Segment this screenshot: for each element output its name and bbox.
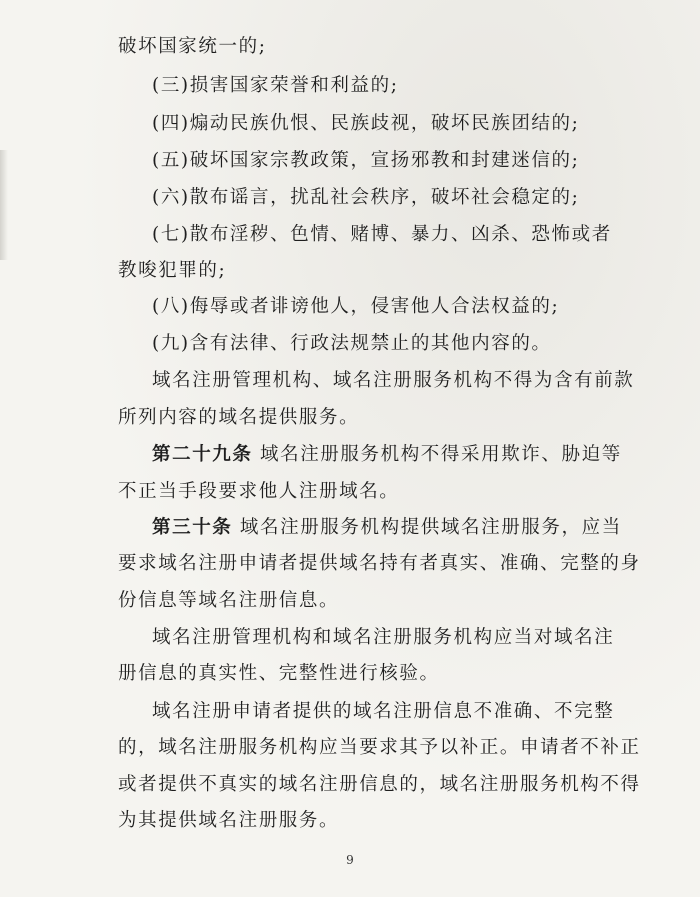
text-line-18 — [118, 665, 440, 684]
line-text: 教唆犯罪的; — [118, 260, 227, 281]
text-line-4 — [152, 152, 579, 171]
text-line-12 — [152, 446, 622, 465]
line-text: (五)破坏国家宗教政策，宣扬邪教和封建迷信的; — [152, 150, 580, 171]
text-line-3 — [152, 115, 579, 134]
text-line-17 — [152, 629, 614, 648]
article-heading: 第二十九条 — [152, 444, 253, 465]
text-line-2 — [152, 77, 399, 96]
text-line-14 — [152, 519, 622, 538]
line-text: 域名注册服务机构提供域名注册服务，应当 — [239, 517, 622, 538]
line-text: (九)含有法律、行政法规禁止的其他内容的。 — [152, 333, 552, 354]
text-line-6 — [152, 226, 612, 245]
page-number: 9 — [346, 853, 354, 867]
text-line-8 — [152, 298, 559, 317]
line-text: (八)侮辱或者诽谤他人，侵害他人合法权益的; — [152, 296, 560, 317]
text-line-9 — [152, 335, 552, 354]
text-line-7 — [118, 262, 226, 281]
line-text: 不正当手段要求他人注册域名。 — [118, 481, 400, 502]
line-text: (七)散布淫秽、色情、赌博、暴力、凶杀、恐怖或者 — [152, 224, 612, 245]
text-line-20 — [118, 739, 641, 758]
line-text: (三)损害国家荣誉和利益的; — [152, 75, 399, 96]
page-edge-shadow — [0, 150, 8, 260]
line-text: 或者提供不真实的域名注册信息的，域名注册服务机构不得 — [118, 774, 641, 795]
text-line-10 — [152, 372, 634, 391]
line-text: (六)散布谣言，扰乱社会秩序，破坏社会稳定的; — [152, 187, 580, 208]
text-line-16 — [118, 592, 339, 611]
text-line-13 — [118, 483, 399, 502]
line-text: 要求域名注册申请者提供域名持有者真实、准确、完整的身 — [118, 553, 641, 574]
line-text: 域名注册管理机构、域名注册服务机构不得为含有前款 — [152, 370, 635, 391]
text-line-15 — [118, 555, 641, 574]
line-text: 所列内容的域名提供服务。 — [118, 407, 360, 428]
line-text: 破坏国家统一的; — [118, 36, 267, 57]
text-line-11 — [118, 409, 359, 428]
line-text: 为其提供域名注册服务。 — [118, 810, 340, 831]
text-line-19 — [152, 703, 614, 722]
line-text: (四)煽动民族仇恨、民族歧视，破坏民族团结的; — [152, 113, 580, 134]
text-line-21 — [118, 776, 641, 795]
line-text: 域名注册服务机构不得采用欺诈、胁迫等 — [260, 444, 622, 465]
line-text: 的，域名注册服务机构应当要求其予以补正。申请者不补正 — [118, 737, 641, 758]
text-line-22 — [118, 812, 339, 831]
line-text: 域名注册管理机构和域名注册服务机构应当对域名注 — [152, 627, 615, 648]
line-text: 册信息的真实性、完整性进行核验。 — [118, 663, 440, 684]
line-text: 域名注册申请者提供的域名注册信息不准确、不完整 — [152, 701, 615, 722]
text-line-5 — [152, 189, 579, 208]
text-line-1 — [118, 38, 267, 57]
article-heading: 第三十条 — [152, 517, 233, 538]
line-text: 份信息等域名注册信息。 — [118, 590, 340, 611]
